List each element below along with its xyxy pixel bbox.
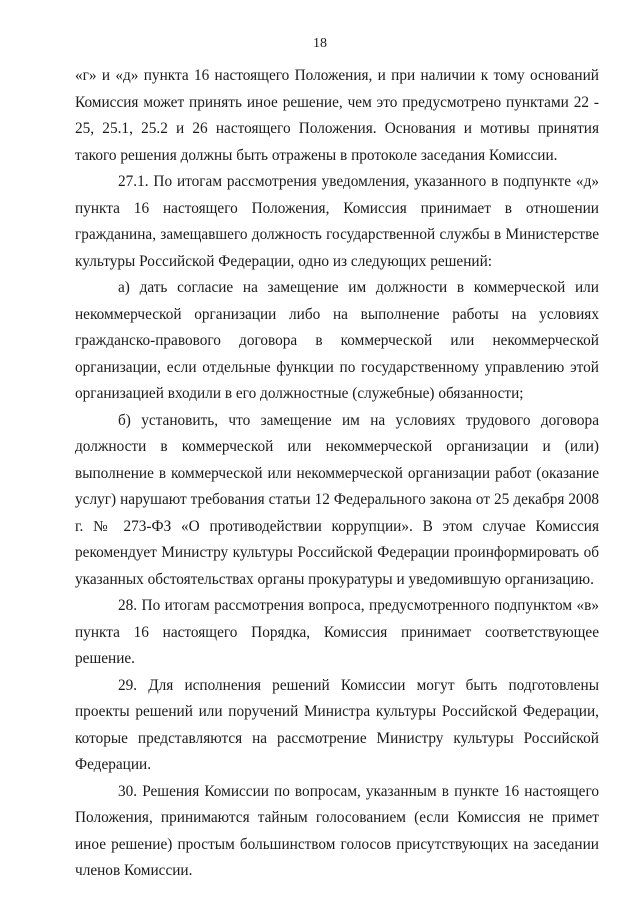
document-body: [75, 63, 599, 885]
paragraph-30: 30. Решения Комиссии по вопросам, указанным в пункте 16 настоящего Положения, принимаются тайным голосованием (если Комиссия не примет иное решение) простым большинством голосов присутствующих на заседании членов Комиссии.: [75, 782, 599, 879]
paragraph-27-1-a: а) дать согласие на замещение им должности в коммерческой или некоммерческой организации либо на выполнение работы на условиях гражданско-правового договора в коммерческой или некоммерческой организации, если отдельные функции по государственному управлению этой организацией входили в его должностные (служебные) обязанности;: [75, 279, 599, 402]
paragraph-27-1: 27.1. По итогам рассмотрения уведомления, указанного в подпункте «д» пункта 16 настоящего Положения, Комиссия принимает в отношении гражданина, замещавшего должность государственной службы в Министерстве культуры Российской Федерации, одно из следующих решений:: [75, 173, 599, 270]
paragraph-29: 29. Для исполнения решений Комиссии могут быть подготовлены проекты решений или поручений Министра культуры Российской Федерации, которые представляются на рассмотрение Министру культуры Российской Федерации.: [75, 676, 599, 773]
paragraph-27-1-b: б) установить, что замещение им на условиях трудового договора должности в коммерческой или некоммерческой организации и (или) выполнение в коммерческой или некоммерческой организации работ (оказание услуг) нарушают требования статьи 12 Федерального закона от 25 декабря 2008 г. № 273-ФЗ «О противодействии коррупции». В этом случае Комиссия рекомендует Министру культуры Российской Федерации проинформировать об указанных обстоятельствах органы прокуратуры и уведомившую организацию.: [75, 411, 599, 588]
paragraph-continuation: «г» и «д» пункта 16 настоящего Положения, и при наличии к тому оснований Комиссия может принять иное решение, чем это предусмотрено пунктами 22 - 25, 25.1, 25.2 и 26 настоящего Положения. Основания и мотивы принятия такого решения должны быть отражены в протоколе заседания Комиссии.: [75, 67, 599, 164]
page-number: 18: [313, 36, 327, 51]
paragraph-28: 28. По итогам рассмотрения вопроса, предусмотренного подпунктом «в» пункта 16 настоящего Порядка, Комиссия принимает соответствующее решение.: [75, 597, 599, 667]
